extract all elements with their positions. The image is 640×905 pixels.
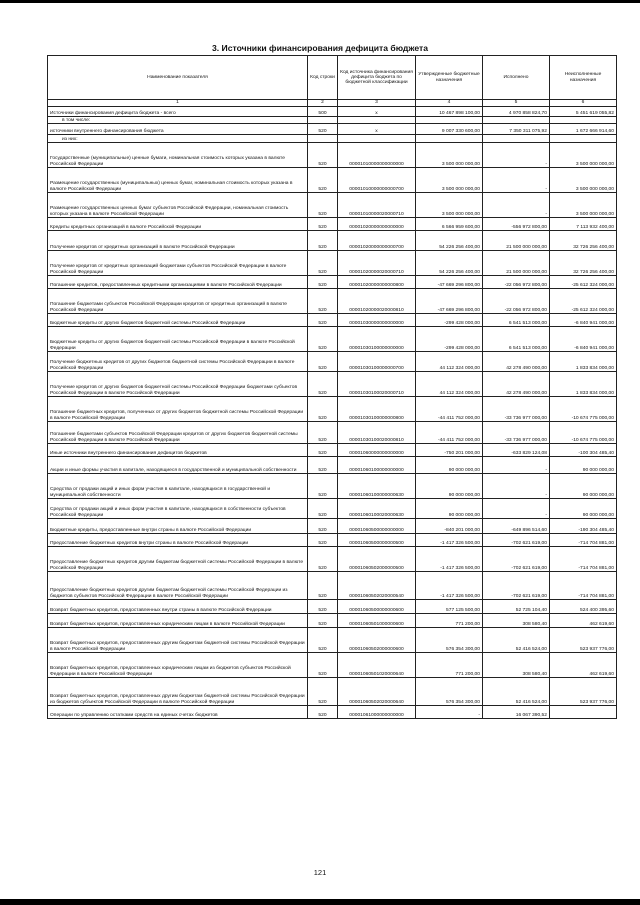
- cell-executed: -649 896 514,60: [483, 519, 550, 534]
- cell-line: 520: [308, 457, 338, 474]
- cell-line: 520: [308, 327, 338, 352]
- cell-approved: -299 428 000,00: [416, 327, 483, 352]
- cell-name: в том числе:: [48, 117, 308, 124]
- cell-code: 00001060100020000630: [338, 499, 416, 519]
- cell-line: 520: [308, 168, 338, 193]
- header-approved: Утвержденные бюджетные назначения: [416, 56, 483, 100]
- table-row: [48, 372, 617, 397]
- cell-unexecuted: 90 000 000,00: [550, 499, 617, 519]
- cell-line: 520: [308, 397, 338, 422]
- column-number: 2: [308, 100, 338, 107]
- cell-line: 520: [308, 706, 338, 719]
- cell-name: Получение кредитов от кредитных организаций бюджетами субъектов Российской Федерации в валюте Российской Федерации: [48, 251, 308, 276]
- cell-unexecuted: 3 500 000 000,00: [550, 143, 617, 168]
- cell-code: 00001060500000000500: [338, 534, 416, 547]
- cell-executed: -22 056 972 800,00: [483, 276, 550, 289]
- cell-executed: 308 580,40: [483, 653, 550, 678]
- table-row: [48, 600, 617, 614]
- cell-unexecuted: 90 000 000,00: [550, 474, 617, 499]
- cell-line: 520: [308, 251, 338, 276]
- cell-executed: -702 621 619,00: [483, 572, 550, 600]
- cell-unexecuted: 524 400 395,60: [550, 600, 617, 614]
- cell-unexecuted: 32 726 256 400,00: [550, 251, 617, 276]
- cell-code: 00001010000000000700: [338, 168, 416, 193]
- page-number: 121: [313, 868, 327, 877]
- cell-name: Средства от продажи акций и иных форм участия в капитале, находящихся в государственной и муниципальной собственности: [48, 474, 308, 499]
- cell-approved: -750 201 000,00: [416, 444, 483, 457]
- cell-line: 520: [308, 572, 338, 600]
- cell-unexecuted: -6 840 941 000,00: [550, 314, 617, 327]
- cell-executed: 21 500 000 000,00: [483, 231, 550, 251]
- cell-unexecuted: 5 451 619 055,82: [550, 107, 617, 117]
- table-row: [48, 276, 617, 289]
- cell-executed: 308 580,40: [483, 614, 550, 628]
- cell-approved: 54 226 256 400,00: [416, 251, 483, 276]
- cell-unexecuted: 523 937 776,00: [550, 678, 617, 706]
- cell-name: Получение кредитов от других бюджетов бюджетной системы Российской Федерации бюджетами субъектов Российской Федерации в валюте Российской Федерации: [48, 372, 308, 397]
- table-row: [48, 143, 617, 168]
- cell-line: 520: [308, 276, 338, 289]
- cell-code: x: [338, 107, 416, 117]
- cell-name: Получение бюджетных кредитов от других бюджетов бюджетной системы Российской Федерации в валюте Российской Федерации: [48, 352, 308, 372]
- cell-approved: -: [416, 706, 483, 719]
- cell-unexecuted: -714 704 881,00: [550, 534, 617, 547]
- cell-executed: 4 970 858 824,70: [483, 107, 550, 117]
- cell-code: 00001060502000000600: [338, 628, 416, 653]
- cell-code: 00001030100020000710: [338, 372, 416, 397]
- cell-executed: -33 736 977 000,00: [483, 397, 550, 422]
- cell-name: Погашение кредитов, предоставленных кредитными организациями в валюте Российской Федерации: [48, 276, 308, 289]
- cell-code: 00001030100020000810: [338, 422, 416, 444]
- cell-unexecuted: 1 672 666 914,60: [550, 124, 617, 135]
- cell-code: [338, 117, 416, 124]
- cell-approved: 54 226 256 400,00: [416, 231, 483, 251]
- cell-line: 520: [308, 352, 338, 372]
- cell-approved: -44 411 752 000,00: [416, 397, 483, 422]
- scan-top-edge: [0, 0, 640, 3]
- cell-code: 00001020000000000000: [338, 218, 416, 231]
- cell-name: из них:: [48, 135, 308, 143]
- cell-approved: 6 566 959 600,00: [416, 218, 483, 231]
- cell-name: Государственные (муниципальные) ценные бумаги, номинальная стоимость которых указана в валюте Российской Федерации: [48, 143, 308, 168]
- cell-unexecuted: 1 833 834 000,00: [550, 372, 617, 397]
- cell-approved: -840 201 000,00: [416, 519, 483, 534]
- table-row: [48, 289, 617, 314]
- cell-line: 520: [308, 143, 338, 168]
- cell-line: 500: [308, 107, 338, 117]
- cell-line: 520: [308, 218, 338, 231]
- cell-name: Источники финансирования дефицита бюджета - всего: [48, 107, 308, 117]
- cell-unexecuted: 7 113 932 400,00: [550, 218, 617, 231]
- financing-table: [47, 55, 617, 719]
- cell-name: Возврат бюджетных кредитов, предоставленных другим бюджетам бюджетной системы Российской Федерации в валюте Российской Федерации: [48, 628, 308, 653]
- cell-executed: -22 056 972 800,00: [483, 289, 550, 314]
- cell-approved: [416, 117, 483, 124]
- cell-unexecuted: -714 704 881,00: [550, 572, 617, 600]
- table-row: [48, 628, 617, 653]
- cell-line: 520: [308, 499, 338, 519]
- cell-unexecuted: [550, 135, 617, 143]
- cell-code: 00001020000020000710: [338, 251, 416, 276]
- cell-line: [308, 135, 338, 143]
- cell-unexecuted: -100 304 485,40: [550, 444, 617, 457]
- table-row: [48, 327, 617, 352]
- cell-executed: 21 500 000 000,00: [483, 251, 550, 276]
- cell-executed: -33 736 977 000,00: [483, 422, 550, 444]
- cell-approved: -1 417 326 500,00: [416, 572, 483, 600]
- cell-line: 520: [308, 289, 338, 314]
- cell-unexecuted: -25 612 324 000,00: [550, 289, 617, 314]
- cell-code: 00001060100000000000: [338, 457, 416, 474]
- cell-line: 520: [308, 372, 338, 397]
- cell-unexecuted: [550, 706, 617, 719]
- cell-executed: -702 621 619,00: [483, 547, 550, 572]
- cell-code: 00001060502020000540: [338, 572, 416, 600]
- cell-unexecuted: 1 833 834 000,00: [550, 352, 617, 372]
- cell-approved: 44 112 324 000,00: [416, 372, 483, 397]
- table-row: [48, 474, 617, 499]
- cell-unexecuted: 523 937 776,00: [550, 628, 617, 653]
- cell-executed: -: [483, 168, 550, 193]
- cell-approved: -47 669 296 800,00: [416, 276, 483, 289]
- cell-name: Иные источники внутреннего финансирования дефицитов бюджетов: [48, 444, 308, 457]
- cell-unexecuted: 90 000 000,00: [550, 457, 617, 474]
- cell-name: Средства от продажи акций и иных форм участия в капитале, находящихся в собственности субъектов Российской Федерации: [48, 499, 308, 519]
- cell-name: Возврат бюджетных кредитов, предоставленных юридическим лицам в валюте Российской Федерации: [48, 614, 308, 628]
- cell-approved: -299 428 000,00: [416, 314, 483, 327]
- cell-name: Погашение бюджетами субъектов Российской Федерации кредитов от других бюджетов бюджетной системы Российской Федерации в валюте Российской Федерации: [48, 422, 308, 444]
- cell-executed: [483, 117, 550, 124]
- cell-executed: -: [483, 499, 550, 519]
- cell-approved: 577 125 500,00: [416, 600, 483, 614]
- cell-approved: 3 500 000 000,00: [416, 143, 483, 168]
- cell-executed: 52 416 524,00: [483, 628, 550, 653]
- cell-approved: 90 000 000,00: [416, 499, 483, 519]
- cell-name: Погашение бюджетами субъектов Российской Федерации кредитов от кредитных организаций в валюте Российской Федерации: [48, 289, 308, 314]
- table-row: [48, 135, 617, 143]
- cell-approved: 3 500 000 000,00: [416, 193, 483, 218]
- cell-line: 520: [308, 314, 338, 327]
- cell-name: Операции по управлению остатками средств на единых счетах бюджетов: [48, 706, 308, 719]
- cell-executed: -: [483, 474, 550, 499]
- header-executed: Исполнено: [483, 56, 550, 100]
- cell-approved: 771 200,00: [416, 653, 483, 678]
- table-body: [48, 107, 617, 719]
- cell-executed: 16 067 390,52: [483, 706, 550, 719]
- cell-line: 520: [308, 124, 338, 135]
- header-unexecuted: Неисполненные назначения: [550, 56, 617, 100]
- table-row: [48, 193, 617, 218]
- cell-name: Предоставление бюджетных кредитов внутри страны в валюте Российской Федерации: [48, 534, 308, 547]
- cell-unexecuted: 462 619,60: [550, 653, 617, 678]
- cell-name: Кредиты кредитных организаций в валюте Российской Федерации: [48, 218, 308, 231]
- cell-executed: -633 829 124,08: [483, 444, 550, 457]
- cell-approved: -1 417 326 500,00: [416, 547, 483, 572]
- table-row: [48, 519, 617, 534]
- cell-code: 00001060501020000640: [338, 653, 416, 678]
- table-row: [48, 572, 617, 600]
- cell-executed: -702 621 619,00: [483, 534, 550, 547]
- table-row: [48, 397, 617, 422]
- cell-line: 520: [308, 422, 338, 444]
- cell-code: 00001060502000000500: [338, 547, 416, 572]
- cell-name: Возврат бюджетных кредитов, предоставленных другим бюджетам бюджетной системы Российской Федерации из бюджетов субъектов Российской Федерации в валюте Российской Федерации: [48, 678, 308, 706]
- cell-unexecuted: 462 619,60: [550, 614, 617, 628]
- cell-name: Предоставление бюджетных кредитов другим бюджетам бюджетной системы Российской Федерации в валюте Российской Федерации: [48, 547, 308, 572]
- cell-name: Предоставление бюджетных кредитов другим бюджетам бюджетной системы Российской Федерации из бюджетов субъектов Российской Федерации в валюте Российской Федерации: [48, 572, 308, 600]
- table-row: [48, 422, 617, 444]
- cell-unexecuted: -25 612 324 000,00: [550, 276, 617, 289]
- cell-code: 00001060501000000600: [338, 614, 416, 628]
- cell-executed: -: [483, 143, 550, 168]
- cell-approved: 10 467 898 100,00: [416, 107, 483, 117]
- cell-line: 520: [308, 534, 338, 547]
- cell-executed: 42 278 490 000,00: [483, 372, 550, 397]
- cell-line: 520: [308, 547, 338, 572]
- cell-code: 00001060000000000000: [338, 444, 416, 457]
- cell-executed: 52 725 104,40: [483, 600, 550, 614]
- header-line: Код строки: [308, 56, 338, 100]
- cell-unexecuted: 32 726 256 400,00: [550, 231, 617, 251]
- table-row: [48, 107, 617, 117]
- section-title: 3. Источники финансирования дефицита бюджета: [211, 43, 429, 53]
- cell-name: Погашение бюджетных кредитов, полученных от других бюджетов бюджетной системы Российской Федерации в валюте Российской Федерации: [48, 397, 308, 422]
- column-number: 5: [483, 100, 550, 107]
- cell-line: 520: [308, 653, 338, 678]
- cell-name: Возврат бюджетных кредитов, предоставленных внутри страны в валюте Российской Федерации: [48, 600, 308, 614]
- column-number: 1: [48, 100, 308, 107]
- cell-unexecuted: 3 500 000 000,00: [550, 168, 617, 193]
- table-row: [48, 706, 617, 719]
- cell-approved: 771 200,00: [416, 614, 483, 628]
- table-row: [48, 231, 617, 251]
- column-number: 4: [416, 100, 483, 107]
- cell-approved: 90 000 000,00: [416, 457, 483, 474]
- cell-executed: -: [483, 457, 550, 474]
- table-row: [48, 124, 617, 135]
- cell-code: 00001060100000000630: [338, 474, 416, 499]
- table-row: [48, 444, 617, 457]
- cell-code: [338, 135, 416, 143]
- cell-executed: -556 972 800,00: [483, 218, 550, 231]
- cell-name: Бюджетные кредиты от других бюджетов бюджетной системы Российской Федерации в валюте Российской Федерации: [48, 327, 308, 352]
- cell-approved: 44 112 324 000,00: [416, 352, 483, 372]
- cell-executed: -: [483, 193, 550, 218]
- cell-code: 00001060500000000600: [338, 600, 416, 614]
- cell-code: x: [338, 124, 416, 135]
- column-number: 3: [338, 100, 416, 107]
- cell-code: 00001060500000000000: [338, 519, 416, 534]
- scan-bottom-edge: [0, 899, 640, 905]
- cell-approved: -44 411 752 000,00: [416, 422, 483, 444]
- cell-approved: 576 354 300,00: [416, 678, 483, 706]
- cell-code: 00001020000000000800: [338, 276, 416, 289]
- cell-code: 00001060502020000640: [338, 678, 416, 706]
- table-row: [48, 457, 617, 474]
- cell-executed: [483, 135, 550, 143]
- table-row: [48, 352, 617, 372]
- column-number: 6: [550, 100, 617, 107]
- cell-line: 520: [308, 519, 338, 534]
- cell-code: 00001061000000000000: [338, 706, 416, 719]
- table-row: [48, 614, 617, 628]
- cell-unexecuted: -10 674 775 000,00: [550, 422, 617, 444]
- cell-executed: 52 416 524,00: [483, 678, 550, 706]
- cell-name: Возврат бюджетных кредитов, предоставленных юридическим лицам из бюджетов субъектов Российской Федерации в валюте Российской Федерации: [48, 653, 308, 678]
- cell-code: 00001020000000000700: [338, 231, 416, 251]
- cell-name: Размещение государственных ценных бумаг субъектов Российской Федерации, номинальная стоимость которых указана в валюте Российской Федерации: [48, 193, 308, 218]
- cell-line: 520: [308, 193, 338, 218]
- cell-unexecuted: -714 704 881,00: [550, 547, 617, 572]
- cell-approved: -47 669 296 800,00: [416, 289, 483, 314]
- table-row: [48, 534, 617, 547]
- cell-line: [308, 117, 338, 124]
- table-row: [48, 678, 617, 706]
- table-row: [48, 314, 617, 327]
- cell-code: 00001010000020000710: [338, 193, 416, 218]
- cell-unexecuted: [550, 117, 617, 124]
- cell-line: 520: [308, 600, 338, 614]
- cell-code: 00001020000020000810: [338, 289, 416, 314]
- cell-executed: 6 541 513 000,00: [483, 327, 550, 352]
- cell-name: Размещение государственных (муниципальных) ценных бумаг, номинальная стоимость которых указана в валюте Российской Федерации: [48, 168, 308, 193]
- table-row: [48, 251, 617, 276]
- cell-name: Бюджетные кредиты, предоставленные внутри страны в валюте Российской Федерации: [48, 519, 308, 534]
- header-name: Наименование показателя: [48, 56, 308, 100]
- table-row: [48, 653, 617, 678]
- cell-code: 00001010000000000000: [338, 143, 416, 168]
- table-row: [48, 117, 617, 124]
- column-number-row: [48, 100, 617, 107]
- cell-name: Получение кредитов от кредитных организаций в валюте Российской Федерации: [48, 231, 308, 251]
- cell-approved: 90 000 000,00: [416, 474, 483, 499]
- cell-line: 520: [308, 231, 338, 251]
- cell-executed: 42 278 490 000,00: [483, 352, 550, 372]
- cell-name: Бюджетные кредиты от других бюджетов бюджетной системы Российской Федерации: [48, 314, 308, 327]
- table-row: [48, 168, 617, 193]
- cell-unexecuted: -190 304 485,40: [550, 519, 617, 534]
- cell-approved: 3 500 000 000,00: [416, 168, 483, 193]
- cell-approved: [416, 135, 483, 143]
- cell-line: 520: [308, 614, 338, 628]
- cell-line: 520: [308, 678, 338, 706]
- cell-line: 520: [308, 628, 338, 653]
- cell-code: 00001030000000000000: [338, 314, 416, 327]
- cell-line: 520: [308, 444, 338, 457]
- cell-code: 00001030100000000000: [338, 327, 416, 352]
- header-code: Код источника финансирования дефицита бюджета по бюджетной классификации: [338, 56, 416, 100]
- cell-executed: 6 541 513 000,00: [483, 314, 550, 327]
- cell-name: источники внутреннего финансирования бюджета: [48, 124, 308, 135]
- table-row: [48, 547, 617, 572]
- table-row: [48, 499, 617, 519]
- table-header-row: [48, 56, 617, 100]
- cell-unexecuted: -10 674 775 000,00: [550, 397, 617, 422]
- cell-approved: -1 417 326 500,00: [416, 534, 483, 547]
- cell-approved: 576 354 300,00: [416, 628, 483, 653]
- cell-approved: 9 007 330 600,00: [416, 124, 483, 135]
- cell-code: 00001030100000000700: [338, 352, 416, 372]
- cell-code: 00001030100000000800: [338, 397, 416, 422]
- cell-name: Акции и иные формы участия в капитале, находящиеся в государственной и муниципальной собственности: [48, 457, 308, 474]
- cell-line: 520: [308, 474, 338, 499]
- cell-unexecuted: -6 840 941 000,00: [550, 327, 617, 352]
- table-row: [48, 218, 617, 231]
- cell-executed: 7 350 311 075,92: [483, 124, 550, 135]
- cell-unexecuted: 3 500 000 000,00: [550, 193, 617, 218]
